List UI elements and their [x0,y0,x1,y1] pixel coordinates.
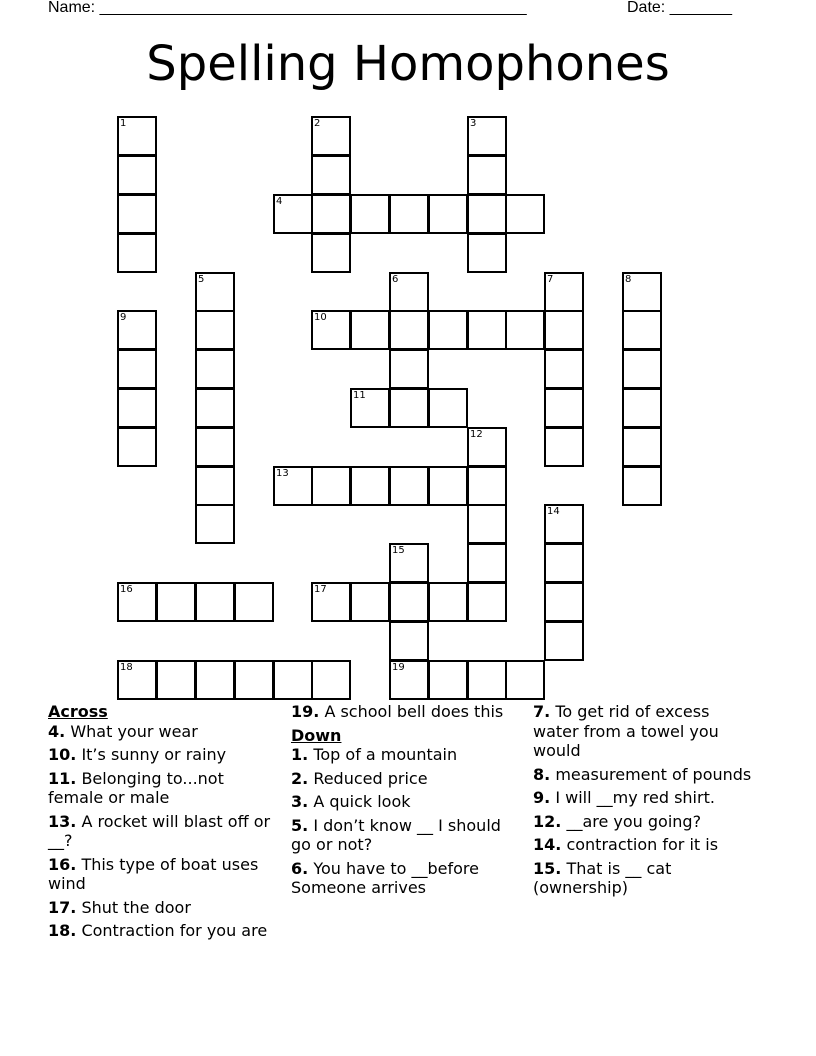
crossword-cell[interactable] [544,272,584,312]
crossword-cell[interactable] [234,660,274,700]
crossword-cell[interactable] [389,272,429,312]
clue-item [533,859,759,898]
clue-item-text: You have to __before Someone arrives [291,858,479,897]
clue-column-2 [291,702,517,902]
clue-item-text: Belonging to...not female or male [48,768,224,807]
crossword-cell[interactable] [195,582,235,622]
crossword-cell[interactable] [389,582,429,622]
crossword-cell[interactable] [467,504,507,544]
crossword-cell[interactable] [350,582,390,622]
crossword-cell[interactable] [467,116,507,156]
crossword-cell[interactable] [311,155,351,195]
crossword-cell[interactable] [428,310,468,350]
crossword-cell[interactable] [195,504,235,544]
clue-item-number: 12. [533,811,562,831]
clue-item-text: __are you going? [566,811,702,831]
clue-number: 19 [392,662,405,673]
clue-item [533,835,759,855]
clue-item-text: measurement of pounds [555,764,752,784]
crossword-cell[interactable] [467,466,507,506]
crossword-cell[interactable] [117,388,157,428]
clue-number: 15 [392,545,405,556]
clue-item-number: 5. [291,815,309,835]
crossword-cell[interactable] [350,388,390,428]
crossword-cell[interactable] [505,660,545,700]
clue-number: 5 [198,274,205,285]
clue-item-number: 1. [291,745,309,764]
clue-item-number: 19. [291,702,320,721]
clue-item-number: 9. [533,788,551,807]
clue-number: 7 [547,274,554,285]
clue-item-text: I will __my red shirt. [555,788,715,807]
crossword-cell[interactable] [467,543,507,583]
crossword-cell[interactable] [544,349,584,389]
clue-number: 12 [470,429,483,440]
crossword-cell[interactable] [622,388,662,428]
crossword-cell[interactable] [428,194,468,234]
clue-item-text: A school bell does this [324,702,504,721]
crossword-cell[interactable] [389,349,429,389]
clue-item-text: It’s sunny or rainy [81,745,227,764]
clue-item [533,702,759,761]
crossword-cell[interactable] [428,582,468,622]
crossword-cell[interactable] [311,116,351,156]
clue-item [291,702,517,722]
clue-item-text: What your wear [70,721,198,741]
crossword-cell[interactable] [311,660,351,700]
clue-number: 1 [120,118,127,129]
clue-number: 9 [120,312,127,323]
clue-item-number: 16. [48,854,77,874]
clue-number: 8 [625,274,632,285]
crossword-cell[interactable] [273,660,313,700]
crossword-cell[interactable] [195,310,235,350]
clue-item-number: 7. [533,702,551,721]
crossword-cell[interactable] [467,427,507,467]
crossword-cell[interactable] [544,543,584,583]
clue-item-text: To get rid of excess water from a towel you would [533,702,719,760]
clue-item-text: Reduced price [313,768,428,788]
clue-item-number: 8. [533,764,551,784]
crossword-cell[interactable] [311,194,351,234]
clue-item-text: Shut the door [81,897,191,917]
clue-item [291,745,517,765]
clue-item-number: 2. [291,768,309,788]
crossword-cell[interactable] [195,466,235,506]
crossword-cell[interactable] [622,466,662,506]
date-field-label[interactable]: Date: _______ [627,0,732,16]
crossword-cell[interactable] [544,582,584,622]
crossword-cell[interactable] [117,660,157,700]
crossword-cell[interactable] [195,349,235,389]
clue-number: 17 [314,584,327,595]
crossword-cell[interactable] [544,621,584,661]
clue-item [291,859,517,898]
crossword-cell[interactable] [389,621,429,661]
crossword-cell[interactable] [117,116,157,156]
clue-item-text: I don’t know __ I should go or not? [291,815,501,854]
clue-item-text: That is __ cat (ownership) [533,858,672,897]
clue-number: 4 [276,196,283,207]
clue-item [48,812,274,851]
clue-item-text: contraction for it is [566,835,719,854]
clue-item-text: Top of a mountain [313,745,458,764]
clue-number: 6 [392,274,399,285]
clue-number: 13 [276,468,289,479]
crossword-cell[interactable] [273,466,313,506]
crossword-cell[interactable] [622,427,662,467]
clue-item-number: 15. [533,858,562,878]
crossword-cell[interactable] [505,310,545,350]
crossword-cell[interactable] [428,660,468,700]
clue-item [533,812,759,832]
crossword-cell[interactable] [389,466,429,506]
clue-number: 14 [547,506,560,517]
crossword-cell[interactable] [467,660,507,700]
clue-item-text: Contraction for you are [81,921,268,940]
crossword-cell[interactable] [156,660,196,700]
crossword-cell[interactable] [467,233,507,273]
clue-number: 10 [314,312,327,323]
crossword-cell[interactable] [389,310,429,350]
clue-item [291,769,517,789]
crossword-cell[interactable] [117,233,157,273]
clue-column-1 [48,702,274,945]
crossword-cell[interactable] [273,194,313,234]
clue-item-number: 6. [291,858,309,878]
crossword-cell[interactable] [195,388,235,428]
crossword-cell[interactable] [350,466,390,506]
crossword-cell[interactable] [117,310,157,350]
clue-item [48,745,274,765]
clue-item-number: 11. [48,768,77,788]
clue-item [48,855,274,894]
clue-column-3 [533,702,759,902]
clue-number: 16 [120,584,133,595]
crossword-cell[interactable] [195,660,235,700]
clue-item [48,898,274,918]
crossword-cell[interactable] [195,272,235,312]
crossword-cell[interactable] [428,466,468,506]
clue-number: 11 [353,390,366,401]
clue-number: 18 [120,662,133,673]
crossword-cell[interactable] [350,194,390,234]
clue-item [291,816,517,855]
clue-item-text: A quick look [313,792,411,811]
crossword-cell[interactable] [311,466,351,506]
crossword-cell[interactable] [117,582,157,622]
clue-item-text: This type of boat uses wind [48,854,259,893]
clue-item [48,769,274,808]
crossword-cell[interactable] [544,427,584,467]
crossword-cell[interactable] [311,582,351,622]
crossword-cell[interactable] [622,349,662,389]
crossword-cell[interactable] [389,543,429,583]
crossword-cell[interactable] [117,155,157,195]
crossword-cell[interactable] [467,310,507,350]
crossword-cell[interactable] [234,582,274,622]
clue-item-number: 10. [48,745,77,764]
crossword-cell[interactable] [467,194,507,234]
page-title: Spelling Homophones [146,36,670,92]
crossword-cell[interactable] [389,388,429,428]
crossword-cell[interactable] [467,582,507,622]
clue-item [48,921,274,941]
crossword-cell[interactable] [505,194,545,234]
crossword-cell[interactable] [544,504,584,544]
crossword-cell[interactable] [195,427,235,467]
crossword-cell[interactable] [428,388,468,428]
clue-item-number: 3. [291,792,309,811]
clue-item-number: 18. [48,921,77,940]
clue-item [533,788,759,808]
crossword-cell[interactable] [350,310,390,350]
crossword-cell[interactable] [467,155,507,195]
crossword-cell[interactable] [156,582,196,622]
crossword-cell[interactable] [311,310,351,350]
clue-section-heading: Down [291,725,342,745]
crossword-cell[interactable] [311,233,351,273]
clue-section-heading: Across [48,702,108,721]
clue-number: 3 [470,118,477,129]
clue-item-text: A rocket will blast off or __? [48,811,271,850]
clue-item-number: 17. [48,897,77,917]
crossword-cell[interactable] [544,388,584,428]
clue-item-number: 13. [48,811,77,831]
crossword-cell[interactable] [622,310,662,350]
crossword-cell[interactable] [389,194,429,234]
crossword-cell[interactable] [117,194,157,234]
clue-item-number: 14. [533,835,562,854]
crossword-cell[interactable] [544,310,584,350]
crossword-cell[interactable] [117,349,157,389]
crossword-cell[interactable] [117,427,157,467]
crossword-cell[interactable] [622,272,662,312]
clue-number: 2 [314,118,321,129]
clue-item [533,765,759,785]
clue-item [291,792,517,812]
clue-item-number: 4. [48,721,66,741]
name-field-label[interactable]: Name: ________________________________________________ [48,0,527,16]
clue-item [48,722,274,742]
crossword-cell[interactable] [389,660,429,700]
